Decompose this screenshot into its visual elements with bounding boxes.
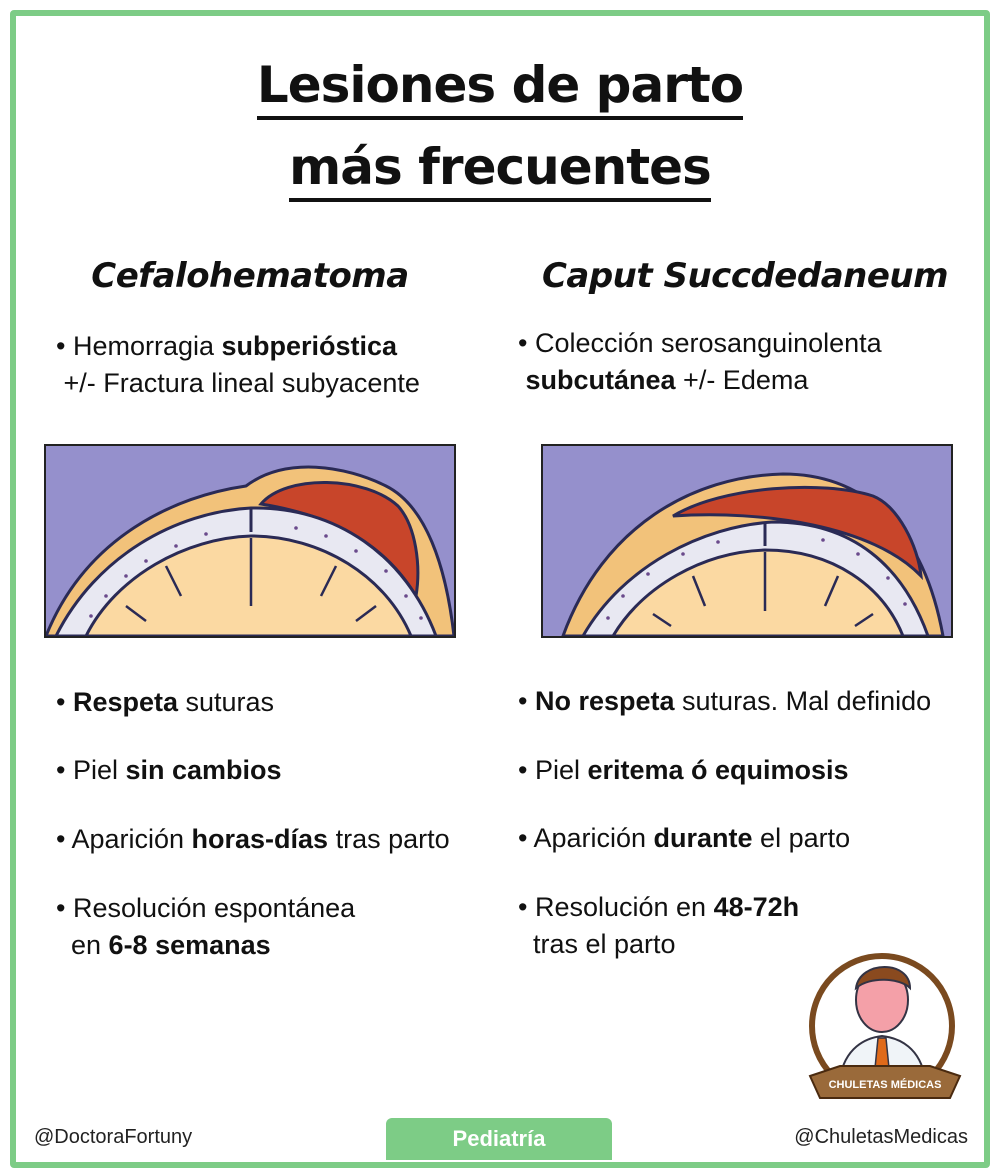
category-tag: Pediatría <box>386 1118 612 1160</box>
page-title-line-1: Lesiones de parto <box>0 55 1000 115</box>
right-bullet-4-line-2: tras el parto <box>518 929 676 959</box>
right-bullet-3: • Aparición durante el parto <box>518 823 851 853</box>
left-bullet-1: • Respeta suturas <box>56 687 275 717</box>
logo-banner-text: CHULETAS MÉDICAS <box>828 1079 942 1091</box>
left-bullet-2: • Piel sin cambios <box>56 755 282 785</box>
left-bullet-3: • Aparición horas-días tras parto <box>56 824 450 854</box>
chuletas-medicas-logo <box>800 948 970 1108</box>
right-bullet-4-line-1: • Resolución en 48-72h <box>518 892 800 922</box>
footer-handle-right: @ChuletasMedicas <box>794 1126 968 1148</box>
right-intro-line-2: subcutánea +/- Edema <box>518 365 809 395</box>
right-bullet-2: • Piel eritema ó equimosis <box>518 755 849 785</box>
cefalohematoma-heading: Cefalohematoma <box>91 256 409 296</box>
caput-succedaneum-illustration <box>541 444 953 638</box>
page-title-line-2: más frecuentes <box>0 137 1000 197</box>
caput-heading: Caput Succdedaneum <box>541 256 949 296</box>
cefalohematoma-illustration <box>44 444 456 638</box>
left-intro-line-1: • Hemorragia subperióstica <box>56 331 398 361</box>
left-bullet-4-line-2: en 6-8 semanas <box>56 930 271 960</box>
right-bullet-1: • No respeta suturas. Mal definido <box>518 686 932 716</box>
left-intro-line-2: +/- Fractura lineal subyacente <box>56 368 420 398</box>
right-intro-line-1: • Colección serosanguinolenta <box>518 328 882 358</box>
left-bullet-4-line-1: • Resolución espontánea <box>56 893 356 923</box>
footer-handle-left: @DoctoraFortuny <box>34 1126 193 1148</box>
